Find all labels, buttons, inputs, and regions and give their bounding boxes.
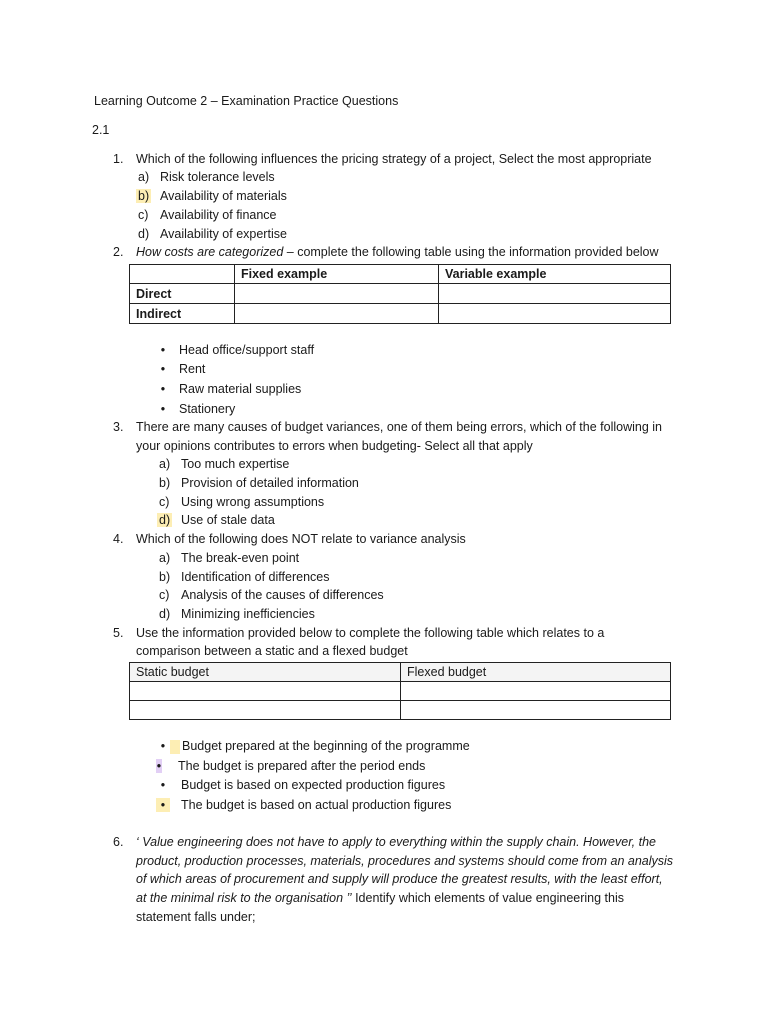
option-letter-highlighted: d) (159, 513, 171, 527)
bullet-item (156, 362, 205, 376)
table-input-cell[interactable] (401, 682, 671, 701)
question-number: 3. (113, 420, 124, 434)
option-text: Provision of detailed information (181, 476, 359, 490)
bullet-item (156, 402, 235, 416)
question-number: 5. (113, 626, 124, 640)
option-letter: d) (138, 227, 150, 241)
cost-category-table (129, 264, 671, 324)
bullet-text: The budget is based on actual production figures (181, 798, 452, 812)
table-input-cell[interactable] (439, 304, 671, 324)
quote-end: at the minimal risk to the organisation ’’ (136, 891, 352, 905)
bullet-item (156, 798, 451, 812)
option-letter: a) (159, 457, 171, 471)
question-number: 6. (113, 835, 124, 849)
option-text: Risk tolerance levels (160, 170, 275, 184)
table-input-cell[interactable] (401, 701, 671, 720)
bullet-text: Budget prepared at the beginning of the programme (182, 739, 470, 753)
bullet-item (156, 759, 425, 773)
question-text-line: statement falls under; (136, 910, 256, 924)
option-letter: d) (159, 607, 171, 621)
option-letter: c) (159, 588, 170, 602)
question-number: 2. (113, 245, 124, 259)
table-input-cell[interactable] (130, 682, 401, 701)
quote-line: of which areas of procurement and supply will produce the greatest results, with the least effort, (136, 872, 663, 886)
table-row-label: Indirect (130, 304, 235, 324)
option-text: Availability of expertise (160, 227, 287, 241)
bullet-dot: • (160, 343, 166, 357)
option-text: Minimizing inefficiencies (181, 607, 315, 621)
bullet-item (156, 343, 314, 357)
question-text: Which of the following influences the pricing strategy of a project, Select the most appropriate (136, 152, 652, 166)
bullet-dot: • (160, 402, 166, 416)
table-input-cell[interactable] (439, 284, 671, 304)
bullet-dot: • (160, 778, 166, 792)
bullet-item (156, 739, 470, 754)
table-row-label: Direct (130, 284, 235, 304)
question-number: 1. (113, 152, 124, 166)
option-letter: c) (159, 495, 170, 509)
table-input-cell[interactable] (235, 304, 439, 324)
option-text: Availability of finance (160, 208, 277, 222)
table-header-static: Static budget (130, 663, 401, 682)
question-text (136, 245, 659, 259)
bullet-text: Budget is based on expected production figures (181, 778, 446, 792)
question-text: Identify which elements of value engineering this (351, 891, 624, 905)
question-text-rest: – complete the following table using the information provided below (283, 245, 659, 259)
quote-line-mixed (136, 891, 624, 905)
option-letter: a) (138, 170, 150, 184)
bullet-item (156, 382, 301, 396)
table-corner-cell (130, 265, 235, 284)
option-letter: a) (159, 551, 171, 565)
table-input-cell[interactable] (235, 284, 439, 304)
question-number: 4. (113, 532, 124, 546)
option-text: Identification of differences (181, 570, 330, 584)
option-text: Use of stale data (181, 513, 275, 527)
bullet-item (156, 778, 445, 792)
option-letter: b) (159, 476, 171, 490)
document-title: Learning Outcome 2 – Examination Practice Questions (94, 94, 399, 108)
bullet-text: Head office/support staff (179, 343, 315, 357)
bullet-dot: • (160, 739, 166, 753)
bullet-text: The budget is prepared after the period ends (178, 759, 426, 773)
question-text-line: comparison between a static and a flexed budget (136, 644, 408, 658)
question-text-line: There are many causes of budget variances, one of them being errors, which of the following in (136, 420, 662, 434)
question-text-line: your opinions contributes to errors when budgeting- Select all that apply (136, 439, 533, 453)
option-letter: c) (138, 208, 149, 222)
bullet-text: Rent (179, 362, 206, 376)
table-input-cell[interactable] (130, 701, 401, 720)
option-text: Using wrong assumptions (181, 495, 325, 509)
bullet-dot: • (160, 382, 166, 396)
table-header-flexed: Flexed budget (401, 663, 671, 682)
question-text: Which of the following does NOT relate to variance analysis (136, 532, 466, 546)
option-letter: b) (159, 570, 171, 584)
option-letter-highlighted: b) (138, 189, 150, 203)
question-text-italic: How costs are categorized (136, 245, 284, 259)
budget-comparison-table (129, 662, 671, 720)
bullet-dot-highlighted: • (156, 759, 162, 773)
question-text-line: Use the information provided below to complete the following table which relates to a (136, 626, 605, 640)
table-header-fixed: Fixed example (235, 265, 439, 284)
quote-line: product, production processes, materials, procedures and systems should come from an analysis (136, 854, 674, 868)
highlight-mark (170, 740, 180, 754)
option-text: Too much expertise (181, 457, 290, 471)
bullet-text: Raw material supplies (179, 382, 302, 396)
bullet-text: Stationery (179, 402, 236, 416)
quote-line: ‘ Value engineering does not have to apply to everything within the supply chain. However, the (136, 835, 657, 849)
bullet-dot-highlighted: • (156, 798, 170, 812)
option-text: The break-even point (181, 551, 300, 565)
section-number: 2.1 (92, 123, 110, 137)
option-text: Availability of materials (160, 189, 287, 203)
option-text: Analysis of the causes of differences (181, 588, 384, 602)
table-header-variable: Variable example (439, 265, 671, 284)
bullet-dot: • (160, 362, 166, 376)
